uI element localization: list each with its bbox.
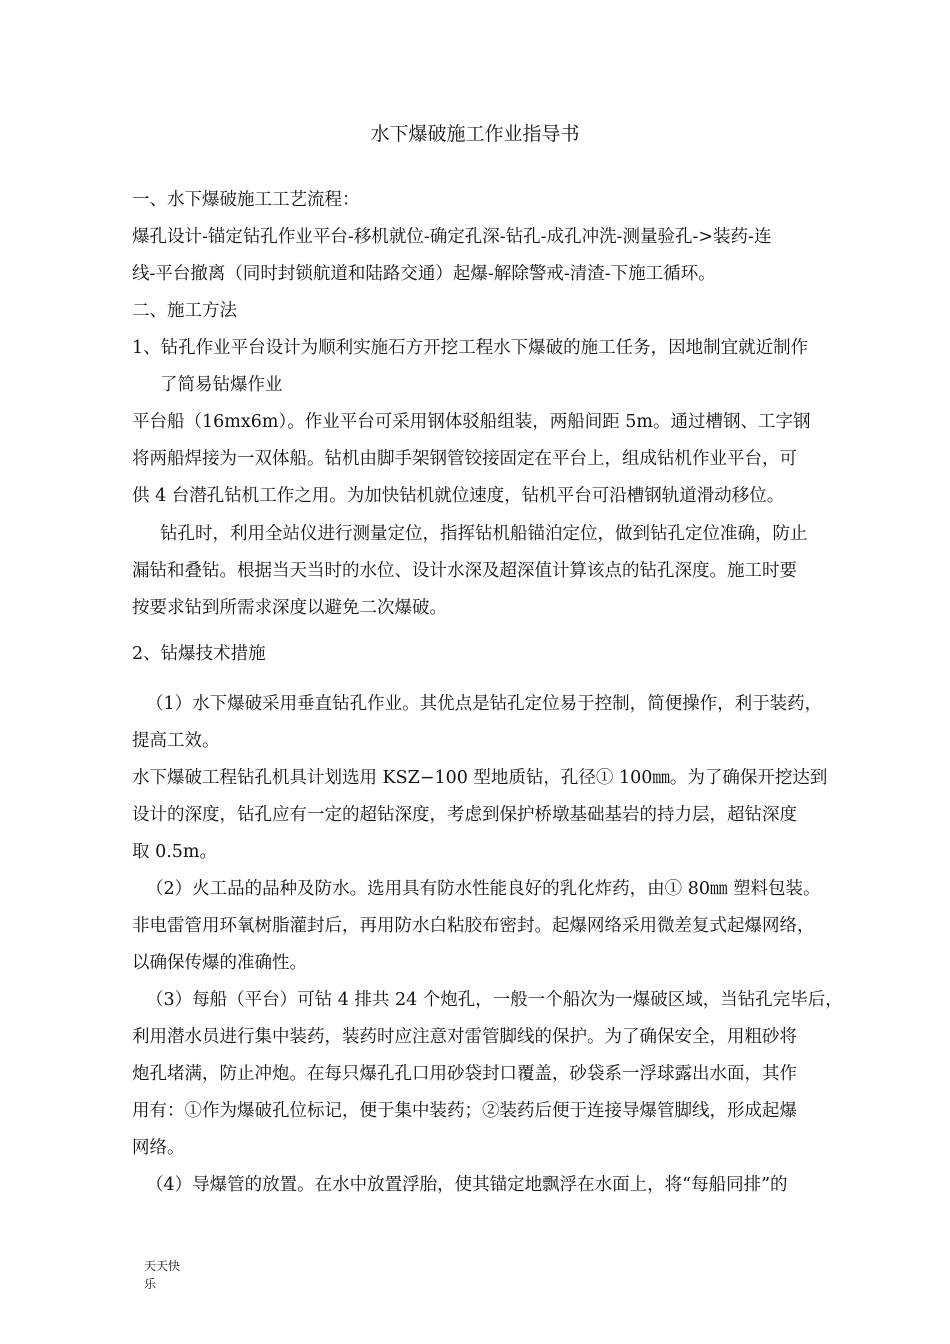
paragraph-line: （1）水下爆破采用垂直钻孔作业。其优点是钻孔定位易于控制，简便操作，利于装药，	[146, 694, 823, 714]
paragraph-line: 用有：①作为爆破孔位标记，便于集中装药；②装药后便于连接导爆管脚线，形成起爆	[132, 1101, 797, 1121]
paragraph-line: 取 0.5m。	[132, 842, 217, 862]
section-heading-measures: 2、钻爆技术措施	[132, 644, 266, 664]
paragraph-line: 按要求钻到所需求深度以避免二次爆破。	[132, 598, 447, 618]
paragraph-line: 了简易钻爆作业	[160, 375, 283, 395]
paragraph-line: （4）导爆管的放置。在水中放置浮胎，使其锚定地飘浮在水面上，将“每船同排”的	[146, 1175, 788, 1195]
paragraph-line: 线-平台撤离（同时封锁航道和陆路交通）起爆-解除警戒-清渣-下施工循环。	[132, 264, 716, 284]
paragraph-line: （3）每船（平台）可钻 4 排共 24 个炮孔，一般一个船次为一爆破区域，当钻孔完毕后，	[146, 990, 843, 1010]
paragraph-line: 提高工效。	[132, 731, 220, 751]
paragraph-line: 利用潜水员进行集中装药，装药时应注意对雷管脚线的保护。为了确保安全，用粗砂将	[132, 1027, 797, 1047]
paragraph-line: 以确保传爆的准确性。	[132, 953, 307, 973]
section-heading-process: 一、水下爆破施工工艺流程：	[132, 190, 360, 210]
paragraph-line: 炮孔堵满，防止冲炮。在每只爆孔孔口用砂袋封口覆盖，砂袋系一浮球露出水面，其作	[132, 1064, 797, 1084]
paragraph-line: 爆孔设计-锚定钻孔作业平台-移机就位-确定孔深-钻孔-成孔冲洗-测量验孔->装药-连	[132, 227, 772, 247]
document-title: 水下爆破施工作业指导书	[370, 123, 580, 145]
paragraph-line: 将两船焊接为一双体船。钻机由脚手架钢管铰接固定在平台上，组成钻机作业平台，可	[132, 449, 797, 469]
paragraph-line: 设计的深度，钻孔应有一定的超钻深度，考虑到保护桥墩基础基岩的持力层，超钻深度	[132, 805, 797, 825]
paragraph-line: （2）火工品的品种及防水。选用具有防水性能良好的乳化炸药，由① 80㎜ 塑料包装。	[146, 879, 821, 899]
paragraph-line: 供 4 台潜孔钻机工作之用。为加快钻机就位速度，钻机平台可沿槽钢轨道滑动移位。	[132, 486, 785, 506]
paragraph-line: 漏钻和叠钻。根据当天当时的水位、设计水深及超深值计算该点的钻孔深度。施工时要	[132, 561, 797, 581]
paragraph-line: 平台船（16mx6m）。作业平台可采用钢体驳船组装，两船间距 5m。通过槽钢、工字钢	[132, 412, 811, 432]
paragraph-line: 水下爆破工程钻孔机具计划选用 KSZ−100 型地质钻，孔径① 100㎜。为了确保开挖达到	[132, 768, 828, 788]
paragraph-line: 钻孔时，利用全站仪进行测量定位，指挥钻机船锚泊定位，做到钻孔定位准确，防止	[160, 524, 808, 544]
footer-text: 天天快乐	[144, 1259, 181, 1291]
paragraph-line: 非电雷管用环氧树脂灌封后，再用防水白粘胶布密封。起爆网络采用微差复式起爆网络，	[132, 916, 815, 936]
section-heading-method: 二、施工方法	[132, 301, 237, 321]
paragraph-line: 网络。	[132, 1138, 185, 1158]
paragraph-line: 1、钻孔作业平台设计为顺利实施石方开挖工程水下爆破的施工任务，因地制宜就近制作	[132, 338, 809, 358]
